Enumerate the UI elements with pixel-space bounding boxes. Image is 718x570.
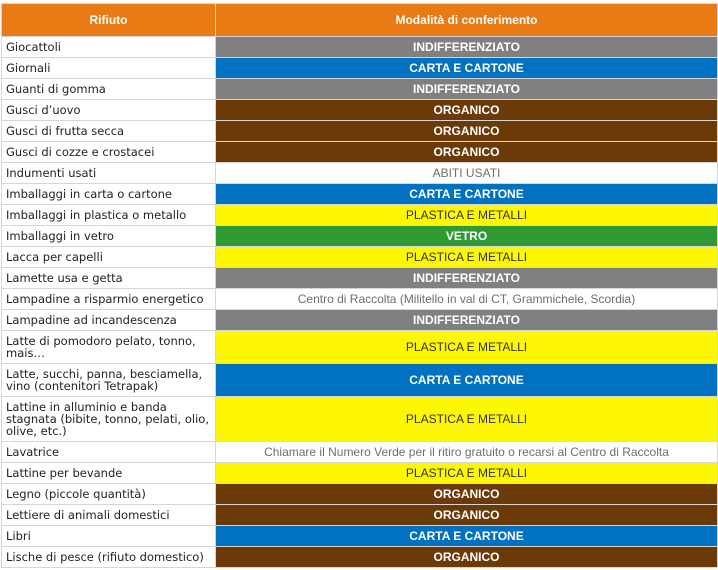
header-disposal-method[interactable]: Modalità di conferimento [216,4,718,37]
waste-item: Lettiere di animali domestici [2,505,216,526]
table-row [2,79,718,100]
header-waste[interactable]: Rifiuto [2,4,216,37]
waste-item: Lamette usa e getta [2,268,216,289]
waste-item: Gusci di frutta secca [2,121,216,142]
waste-item: Lavatrice [2,442,216,463]
waste-item: Gusci d’uovo [2,100,216,121]
waste-item: Guanti di gomma [2,79,216,100]
disposal-method: CARTA E CARTONE [216,364,718,397]
waste-item: Libri [2,526,216,547]
table-row [2,163,718,184]
table-row [2,526,718,547]
disposal-method: INDIFFERENZIATO [216,310,718,331]
disposal-method: ORGANICO [216,121,718,142]
table-header-row [2,4,718,37]
disposal-method: CARTA E CARTONE [216,184,718,205]
waste-item: Lattine in alluminio e banda stagnata (bibite, tonno, pelati, olio, olive, etc.) [2,397,216,442]
waste-item: Indumenti usati [2,163,216,184]
table-row [2,226,718,247]
table-row [2,442,718,463]
waste-item: Latte, succhi, panna, besciamella, vino (contenitori Tetrapak) [2,364,216,397]
waste-item: Giornali [2,58,216,79]
waste-item: Lische di pesce (rifiuto domestico) [2,547,216,568]
table-row [2,37,718,58]
table-row [2,364,718,397]
table-row [2,331,718,364]
table-row [2,289,718,310]
disposal-method: CARTA E CARTONE [216,58,718,79]
table-row [2,310,718,331]
table-row [2,547,718,568]
disposal-method: Centro di Raccolta (Militello in val di CT, Grammichele, Scordia) [216,289,718,310]
waste-item: Imballaggi in vetro [2,226,216,247]
disposal-method: PLASTICA E METALLI [216,331,718,364]
disposal-method: PLASTICA E METALLI [216,247,718,268]
waste-item: Lacca per capelli [2,247,216,268]
disposal-method: PLASTICA E METALLI [216,205,718,226]
table-row [2,184,718,205]
disposal-method: INDIFFERENZIATO [216,268,718,289]
waste-item: Imballaggi in carta o cartone [2,184,216,205]
disposal-method: INDIFFERENZIATO [216,79,718,100]
disposal-method: Chiamare il Numero Verde per il ritiro gratuito o recarsi al Centro di Raccolta [216,442,718,463]
waste-item: Latte di pomodoro pelato, tonno, mais… [2,331,216,364]
disposal-method: ORGANICO [216,547,718,568]
waste-item: Lampadine ad incandescenza [2,310,216,331]
disposal-method: ORGANICO [216,100,718,121]
waste-disposal-table [1,3,718,568]
disposal-method: INDIFFERENZIATO [216,37,718,58]
disposal-method: CARTA E CARTONE [216,526,718,547]
waste-item: Lampadine a risparmio energetico [2,289,216,310]
table-row [2,121,718,142]
table-row [2,505,718,526]
disposal-method: ORGANICO [216,505,718,526]
table-row [2,268,718,289]
table-row [2,142,718,163]
disposal-method: ORGANICO [216,142,718,163]
table-row [2,463,718,484]
disposal-method: PLASTICA E METALLI [216,463,718,484]
table-row [2,58,718,79]
disposal-method: VETRO [216,226,718,247]
table-row [2,397,718,442]
disposal-method: ORGANICO [216,484,718,505]
table-row [2,205,718,226]
disposal-method: ABITI USATI [216,163,718,184]
waste-item: Gusci di cozze e crostacei [2,142,216,163]
waste-item: Imballaggi in plastica o metallo [2,205,216,226]
table-row [2,100,718,121]
table-row [2,484,718,505]
waste-item: Legno (piccole quantità) [2,484,216,505]
table-row [2,247,718,268]
waste-item: Lattine per bevande [2,463,216,484]
disposal-method: PLASTICA E METALLI [216,397,718,442]
waste-item: Giocattoli [2,37,216,58]
